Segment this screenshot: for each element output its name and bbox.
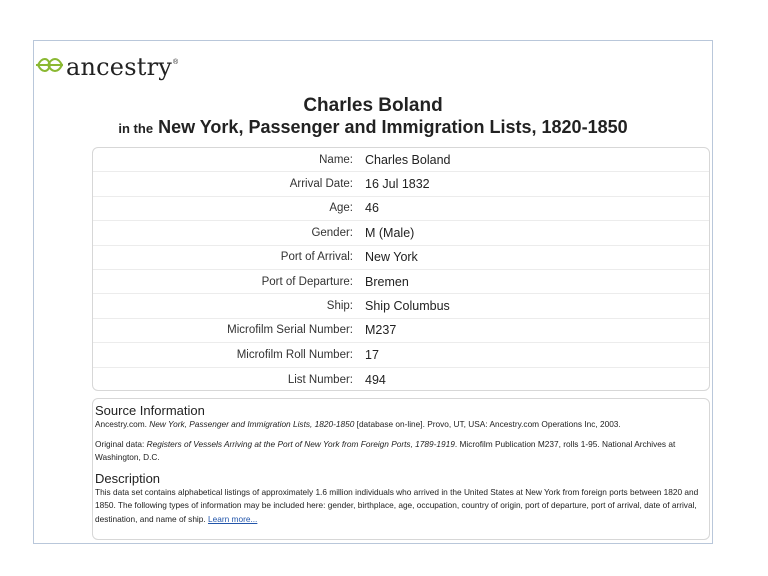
- leaf-icon: [36, 54, 64, 81]
- collection-title: [34, 117, 712, 138]
- field-value: 16 Jul 1832: [365, 177, 430, 192]
- source-heading: Source Information: [95, 403, 205, 418]
- original-data: [95, 438, 707, 465]
- field-row-gender: [93, 221, 709, 245]
- field-value: 494: [365, 372, 386, 387]
- field-row-list-number: [93, 368, 709, 392]
- citation-prefix: Ancestry.com.: [95, 419, 150, 429]
- ancestry-logo[interactable]: [36, 53, 178, 81]
- field-label: Port of Departure:: [261, 275, 353, 288]
- field-value: Ship Columbus: [365, 299, 450, 314]
- record-page: [33, 40, 713, 544]
- citation-title: New York, Passenger and Immigration Lists, 1820-1850: [149, 419, 355, 429]
- trademark: ®: [173, 58, 179, 66]
- field-label: Microfilm Roll Number:: [236, 348, 353, 361]
- field-value: 46: [365, 201, 379, 216]
- field-label: Ship:: [326, 300, 353, 313]
- field-label: List Number:: [287, 373, 353, 386]
- source-description-box: [92, 398, 710, 540]
- field-row-age: [93, 197, 709, 221]
- field-value: 17: [365, 347, 379, 362]
- field-row-arrival-date: [93, 172, 709, 196]
- field-label: Gender:: [311, 226, 353, 239]
- record-title: Charles Boland: [303, 95, 443, 116]
- citation-suffix: [database on-line]. Provo, UT, USA: Ancestry.com Operations Inc, 2003.: [354, 419, 621, 429]
- field-label: Name:: [319, 153, 353, 166]
- field-label: Port of Arrival:: [280, 251, 353, 264]
- brand-name: ancestry: [66, 53, 173, 81]
- learn-more-link[interactable]: Learn more...: [208, 513, 258, 524]
- original-data-title: Registers of Vessels Arriving at the Port of New York from Foreign Ports, 1789-1919: [146, 438, 455, 449]
- original-data-prefix: Original data:: [95, 438, 147, 449]
- field-label: Microfilm Serial Number:: [227, 324, 353, 337]
- collection-name: New York, Passenger and Immigration Lists, 1820-1850: [158, 117, 628, 137]
- description-text: [95, 486, 707, 527]
- field-row-ship: [93, 294, 709, 318]
- field-row-microfilm-roll: [93, 343, 709, 367]
- field-row-name: [93, 148, 709, 172]
- source-citation: [95, 418, 707, 432]
- field-value: M237: [365, 323, 397, 338]
- field-row-microfilm-serial: [93, 319, 709, 343]
- field-label: Arrival Date:: [289, 178, 353, 191]
- field-label: Age:: [329, 202, 353, 215]
- field-value: New York: [365, 250, 418, 265]
- field-row-port-of-departure: [93, 270, 709, 294]
- field-row-port-of-arrival: [93, 246, 709, 270]
- original-data-suffix: . Microfilm Publication M237, rolls 1-95. National Archives at Washington, D.C.: [95, 438, 676, 462]
- field-value: Charles Boland: [365, 152, 451, 167]
- field-value: M (Male): [365, 225, 415, 240]
- record-fields-table: [92, 147, 710, 391]
- field-value: Bremen: [365, 274, 409, 289]
- collection-prefix: in the: [118, 121, 154, 136]
- description-body: This data set contains alphabetical listings of approximately 1.6 million individuals who arrived in the United States at New York from foreign ports between 1820 and 1850. The following types of information may be included here: gender, birthplace, age, occupation, country of origin, port of departure, port of arrival, date of arrival, destination, and name of ship.: [95, 486, 699, 524]
- description-heading: Description: [95, 470, 161, 486]
